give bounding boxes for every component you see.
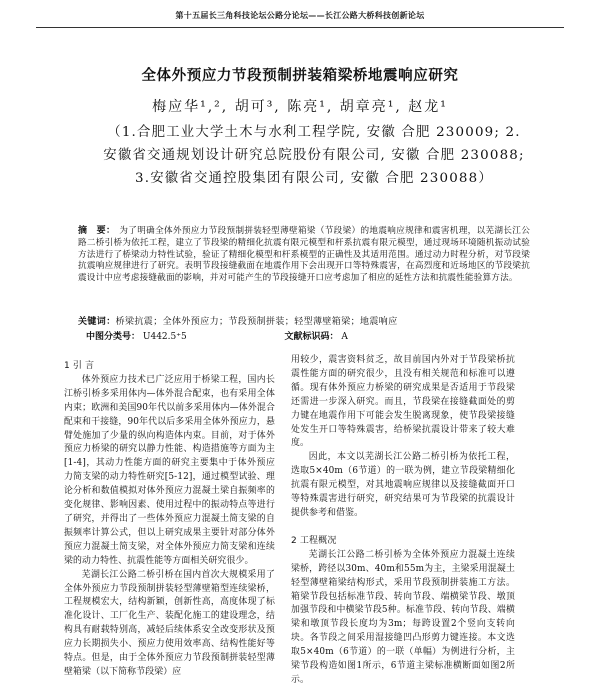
body-paragraph: 体外预应力技术已广泛应用于桥梁工程，国内长江桥引桥多采用体内—体外混合配束，也有采用全体内束；欧洲和美国90年代以前多采用体内—体外混合配束和干接缝，90年代以后多采用全体外预应力，悬臂处施加了少量的纵向构造体内束。目前，对于体外预应力桥梁的研究以静力性能、构造措施等方面为主[1-4]，其动力性能方面的研究主要集中于体外预应力简支梁的动力特性研究[5-12]，通过模型试验、理论分析和数值模拟对体外预应力混凝土梁自振频率的变化规律、影响因素、使用过程中的振动特点等进行了研究，并得出了一些体外预应力混凝土简支梁的自振频率计算公式，但以上研究成果主要针对部分体外预应力混凝土简支梁，对全体外预应力简支梁和连续梁的动力特性、抗震性能等方面相关研究很少。 — [64, 374, 275, 566]
clc-label: 中图分类号： — [86, 332, 141, 342]
keywords — [78, 314, 530, 327]
body-paragraph: 芜湖长江公路二桥引桥为全体外预应力混凝土连续梁桥，跨径以30m、40m和55m为主，主梁采用混凝土轻型薄壁箱梁结构形式，采用节段预制拼装施工方法。箱梁节段包括标准节段、转向节段、端横梁节段、墩顶加强节段和中横梁节段5种。标准节段、转向节段、端横梁和墩顶节段长度均为3m；每跨设置2个竖向支转向块。各节段之间采用湿接缝凹凸形剪力键连接。本文选取5×40m（6节道）的一联（单幅）为例进行分析，主梁节段构造如图1所示，6节道主梁标准横断面如图2所示。 — [291, 549, 515, 685]
abstract-label: 摘 要： — [78, 226, 116, 236]
doc-code-label: 文献标识码： — [284, 332, 339, 342]
right-column — [291, 354, 515, 688]
keywords-label: 关键词： — [78, 317, 116, 327]
abstract-text: 为了明确全体外预应力节段预制拼装轻型薄壁箱梁（节段梁）的地震响应规律和震害机理，以芜湖长江公路二桥引桥为依托工程，建立了节段梁的精细化抗震有限元模型和杆系抗震有限元模型，通过现场环境随机振动试验方法进行了桥梁动力特性试验，验证了精细化模型和杆系模型的正确性及其适用范围。通过动力时程分析，对节段梁抗震响应规律进行了研究。表明节段接缝截面在地震作用下会出现开口等特殊震害，在高烈度和近场地区的节段梁抗震设计中应考虑接缝截面的影响，并对可能产生的节段接缝开口应考虑加了相应的延性方法和抗震性能验算方法。 — [78, 226, 531, 284]
classification-line — [86, 329, 348, 342]
affiliation-line: （1.合肥工业大学土木与水利工程学院, 安徽 合肥 230009; 2. — [107, 125, 521, 140]
header-rule — [36, 27, 564, 28]
keywords-text: 桥梁抗震；全体外预应力；节段预制拼装；轻型薄壁箱梁；地震响应 — [115, 317, 398, 327]
abstract — [78, 226, 530, 285]
body-paragraph: 芜湖长江公路二桥引桥在国内首次大规模采用了全体外预应力节段预制拼装轻型薄壁箱型连续梁桥，工程规模宏大，结构新颖，创新性高，高度体现了标准化设计、工厂化生产、装配化施工的建设理念，结构具有耐载特别高，减轻后续体系安全改变形状及预应力长期损失小、预应力使用效率高、结构性能好等特点。但是，由于全体外预应力节段预制拼装轻型薄壁箱梁（以下简称节段梁）应 — [64, 569, 275, 677]
affiliation-line: 安徽省交通规划设计研究总院股份有限公司, 安徽 合肥 230088; — [103, 148, 525, 163]
left-column — [64, 360, 275, 680]
clc-value: U442.5⁺5 — [142, 332, 187, 342]
affiliation-line: 3.安徽省交通控股集团有限公司, 安徽 合肥 230088） — [135, 171, 493, 186]
body-paragraph: 用较少，震害资料贫乏，故目前国内外对于节段梁桥抗震性能方面的研究很少，且没有相关规范和标准可以遵循。现有体外预应力桥梁的研究成果是否适用于节段梁还需进一步深入研究。而且，节段梁在接缝截面处的剪力键在地震作用下可能会发生脱离现象，使节段梁接缝处发生开口等特殊震害，给桥梁抗震设计带来了较大难度。 — [291, 355, 515, 449]
body-paragraph: 因此，本文以芜湖长江公路二桥引桥为依托工程，选取5×40m（6节道）的一联为例，建立节段梁精细化抗震有限元模型，对其地震响应规律以及接缝截面开口等特殊震害进行研究，研究结果可为节段梁的抗震设计提供参考和借鉴。 — [291, 452, 515, 518]
running-header: 第十五届长三角科技论坛公路分论坛——长江公路大桥科技创新论坛 — [175, 11, 425, 20]
doc-code-value: A — [341, 332, 348, 342]
section-heading: 1 引 言 — [64, 361, 95, 371]
author-list: 梅应华¹,², 胡可³, 陈亮¹, 胡章亮¹, 赵龙¹ — [152, 99, 448, 115]
section-heading: 2 工程概况 — [291, 535, 337, 546]
paper-title: 全体外预应力节段预制拼装箱梁桥地震响应研究 — [141, 68, 459, 84]
